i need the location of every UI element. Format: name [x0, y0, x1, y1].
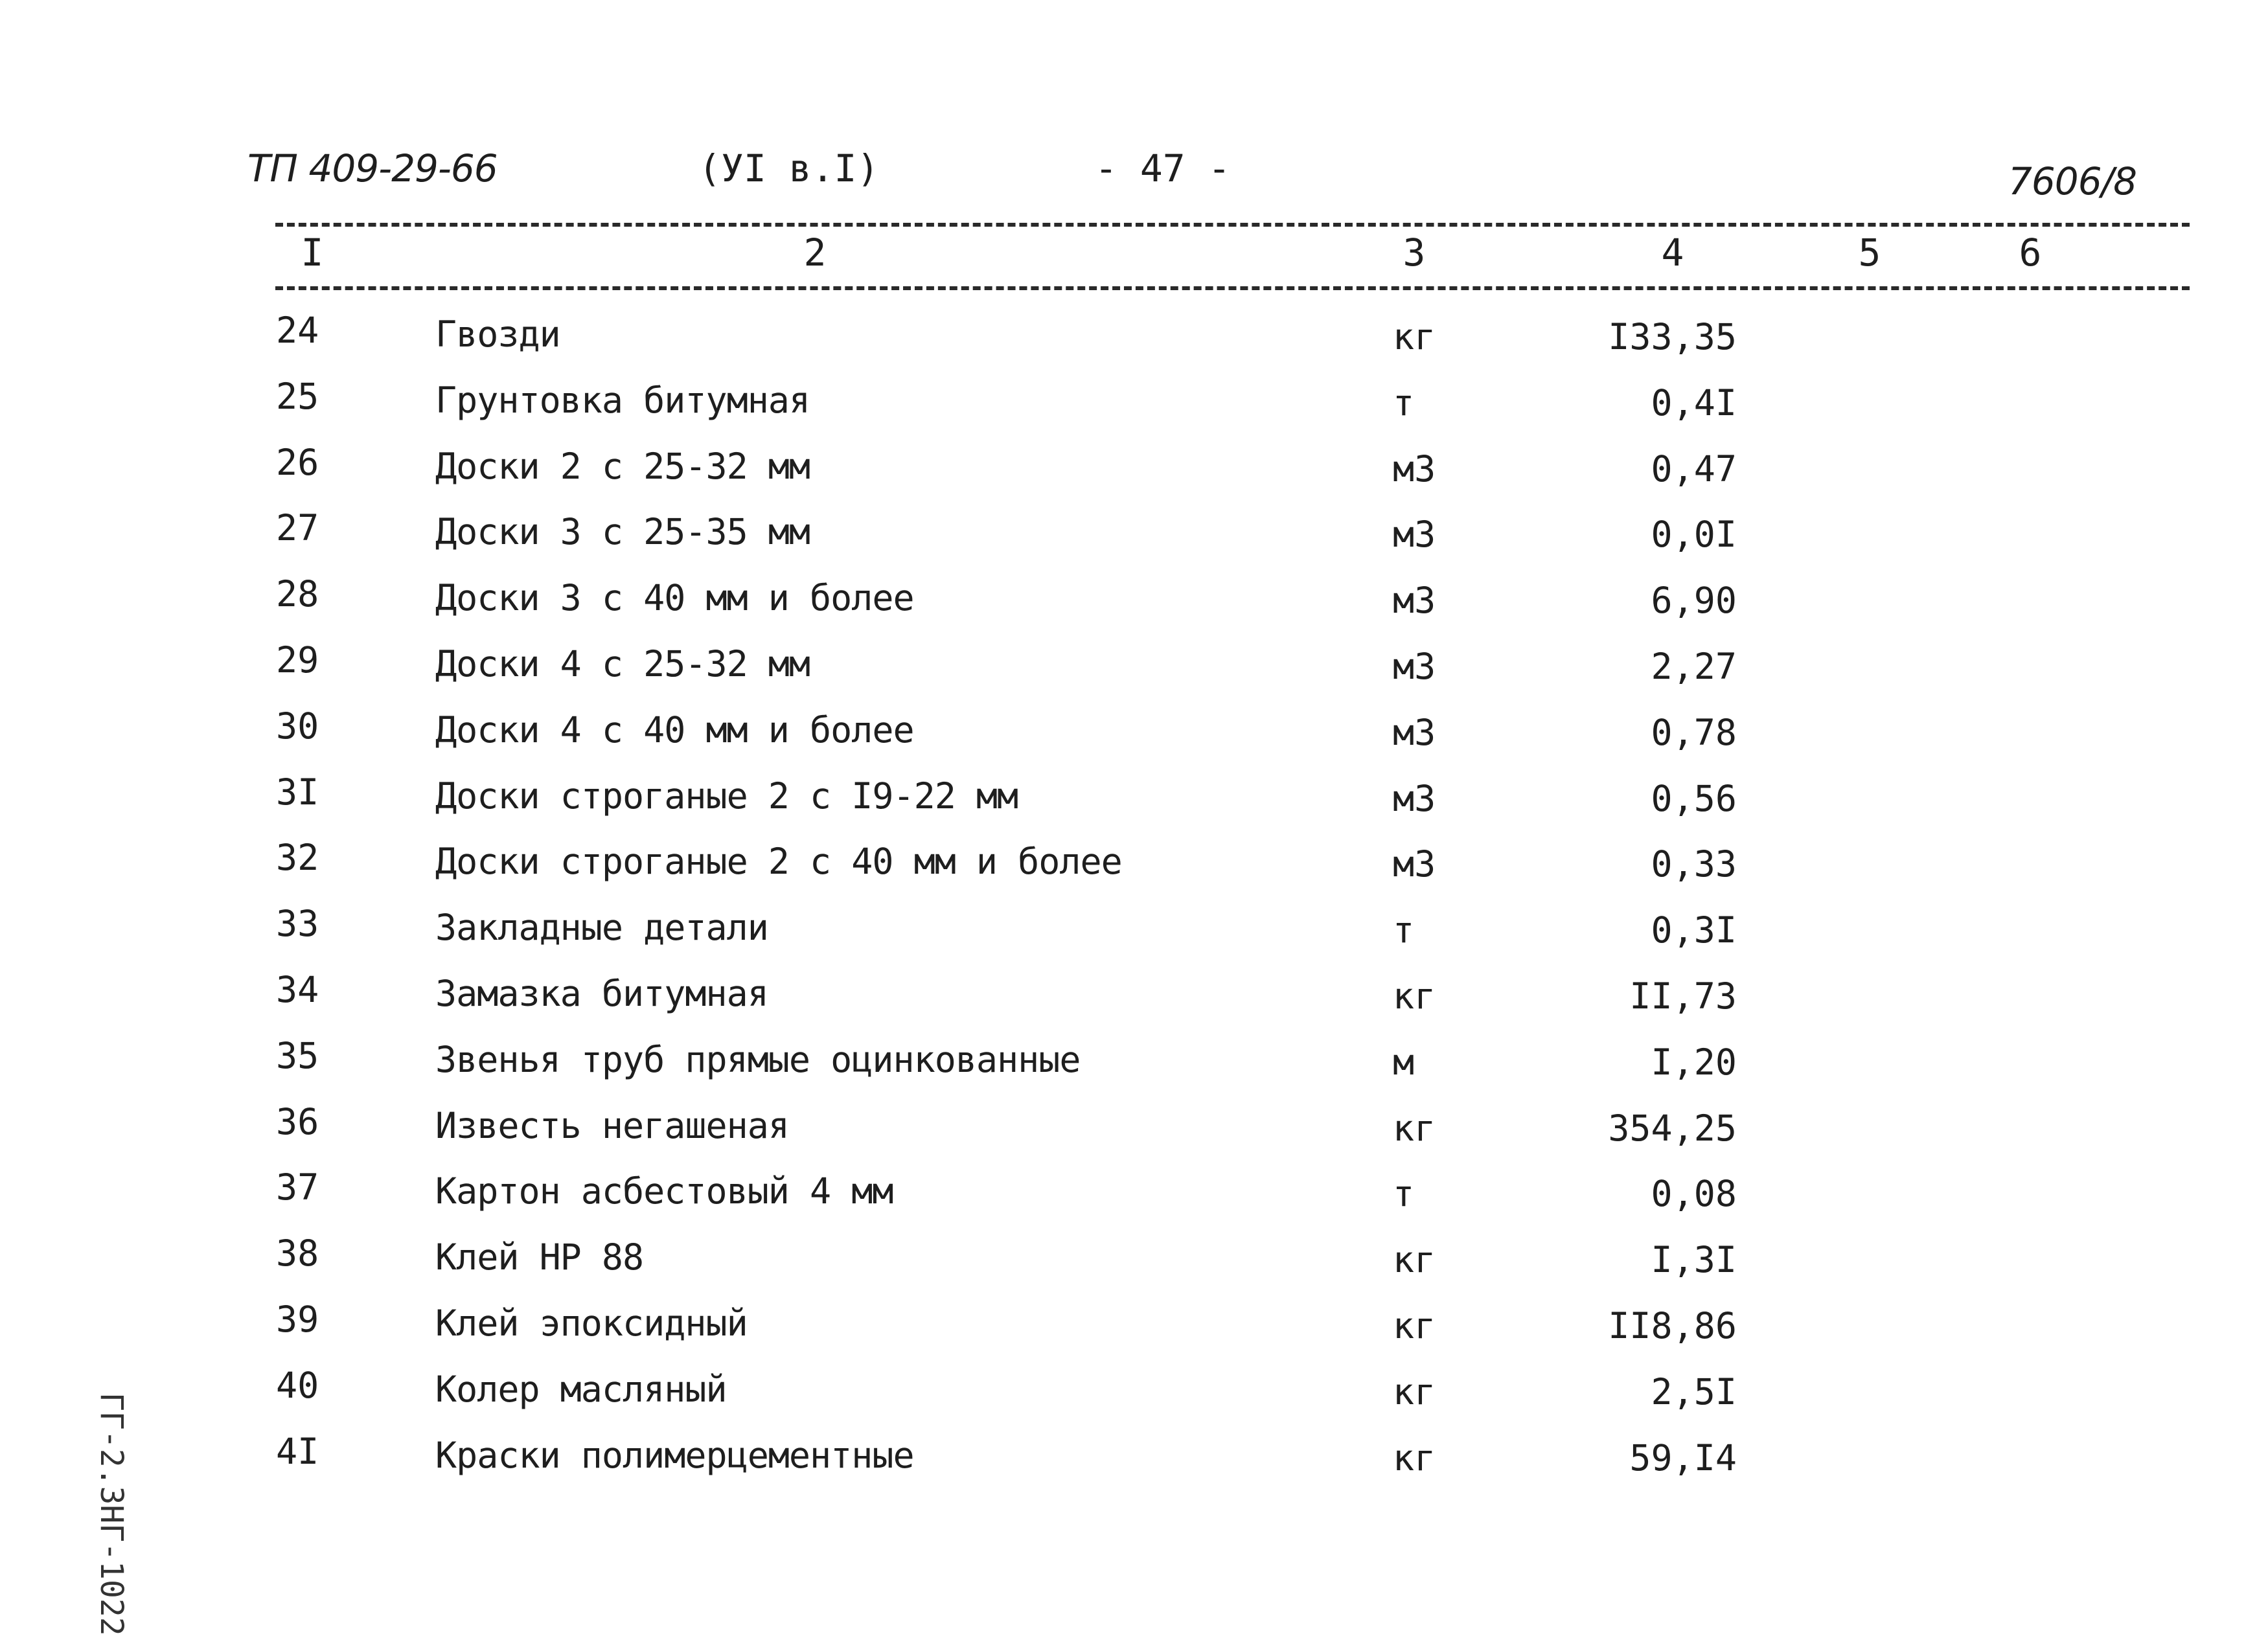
- row-number: 30: [276, 705, 319, 747]
- table-row: [0, 771, 2268, 830]
- material-name: Клей эпоксидный: [435, 1302, 748, 1344]
- material-name: Доски 3 с 40 мм и более: [435, 577, 914, 619]
- quantity: 2,5I: [1651, 1371, 1737, 1413]
- material-name: Картон асбестовый 4 мм: [435, 1170, 893, 1212]
- material-name: Закладные детали: [435, 907, 768, 948]
- quantity: II,73: [1629, 975, 1737, 1017]
- unit-of-measure: кг: [1393, 1108, 1436, 1149]
- row-number: 29: [276, 639, 319, 681]
- row-number: 37: [276, 1166, 319, 1208]
- unit-of-measure: м3: [1393, 843, 1436, 885]
- document-code: ТП 409-29-66: [247, 146, 498, 190]
- table-row: [0, 1101, 2268, 1159]
- quantity: II8,86: [1608, 1305, 1737, 1346]
- column-header-3: 3: [1403, 231, 1426, 275]
- quantity: 6,90: [1651, 580, 1737, 621]
- row-number: 28: [276, 573, 319, 615]
- sheet-reference: (УI в.I): [698, 146, 880, 190]
- material-name: Колер масляный: [435, 1369, 727, 1410]
- column-header-2: 2: [803, 231, 827, 275]
- column-header-4: 4: [1661, 231, 1684, 275]
- table-row: [0, 1431, 2268, 1489]
- quantity: 0,47: [1651, 448, 1737, 490]
- table-row: [0, 310, 2268, 368]
- unit-of-measure: кг: [1393, 1437, 1436, 1479]
- table-row: [0, 1035, 2268, 1093]
- table-row: [0, 376, 2268, 434]
- quantity: 0,4I: [1651, 382, 1737, 424]
- quantity: 0,3I: [1651, 909, 1737, 951]
- unit-of-measure: м3: [1393, 580, 1436, 621]
- table-row: [0, 705, 2268, 764]
- row-number: 3I: [276, 771, 319, 813]
- table-row: [0, 1365, 2268, 1423]
- table-row: [0, 1299, 2268, 1357]
- quantity: 0,0I: [1651, 514, 1737, 555]
- row-number: 36: [276, 1101, 319, 1142]
- unit-of-measure: м3: [1393, 778, 1436, 819]
- quantity: 59,I4: [1629, 1437, 1737, 1479]
- row-number: 27: [276, 507, 319, 549]
- quantity: 0,56: [1651, 778, 1737, 819]
- row-number: 34: [276, 969, 319, 1010]
- material-name: Известь негашеная: [435, 1105, 789, 1146]
- row-number: 32: [276, 837, 319, 878]
- column-header-5: 5: [1858, 231, 1881, 275]
- column-header-6: 6: [2019, 231, 2042, 275]
- material-name: Доски 2 с 25-32 мм: [435, 446, 810, 487]
- quantity: 0,33: [1651, 843, 1737, 885]
- page-number: - 47 -: [1095, 146, 1231, 190]
- column-header-1: I: [301, 231, 324, 275]
- unit-of-measure: т: [1393, 1173, 1415, 1214]
- row-number: 40: [276, 1365, 319, 1406]
- quantity: 0,08: [1651, 1173, 1737, 1214]
- unit-of-measure: м: [1393, 1041, 1415, 1083]
- row-number: 39: [276, 1299, 319, 1340]
- table-row: [0, 1233, 2268, 1291]
- row-number: 25: [276, 376, 319, 417]
- quantity: 354,25: [1608, 1108, 1737, 1149]
- row-number: 33: [276, 903, 319, 944]
- row-number: 24: [276, 310, 319, 351]
- table-row: [0, 573, 2268, 631]
- table-header-rule: [275, 286, 2190, 290]
- material-name: Грунтовка битумная: [435, 380, 810, 421]
- material-name: Гвозди: [435, 313, 560, 355]
- material-name: Замазка битумная: [435, 973, 768, 1014]
- unit-of-measure: м3: [1393, 514, 1436, 555]
- material-name: Клей НР 88: [435, 1236, 644, 1278]
- quantity: I33,35: [1608, 316, 1737, 358]
- row-number: 35: [276, 1035, 319, 1076]
- material-name: Доски строганые 2 с 40 мм и более: [435, 841, 1122, 882]
- table-row: [0, 903, 2268, 961]
- material-name: Доски строганые 2 с I9-22 мм: [435, 775, 1018, 817]
- material-name: Звенья труб прямые оцинкованные: [435, 1039, 1081, 1080]
- table-row: [0, 1166, 2268, 1225]
- unit-of-measure: м3: [1393, 448, 1436, 490]
- unit-of-measure: кг: [1393, 1371, 1436, 1413]
- unit-of-measure: т: [1393, 382, 1415, 424]
- unit-of-measure: м3: [1393, 646, 1436, 687]
- quantity: I,20: [1651, 1041, 1737, 1083]
- unit-of-measure: кг: [1393, 1305, 1436, 1346]
- material-name: Доски 3 с 25-35 мм: [435, 511, 810, 552]
- table-row: [0, 507, 2268, 565]
- document-number: 7606/8: [2008, 159, 2137, 203]
- table-row: [0, 639, 2268, 698]
- row-number: 4I: [276, 1431, 319, 1472]
- unit-of-measure: кг: [1393, 975, 1436, 1017]
- unit-of-measure: т: [1393, 909, 1415, 951]
- unit-of-measure: кг: [1393, 316, 1436, 358]
- table-row: [0, 969, 2268, 1027]
- side-stamp: ГГ-2.ЗНГ-1022: [93, 1392, 130, 1636]
- unit-of-measure: м3: [1393, 712, 1436, 753]
- table-row: [0, 442, 2268, 500]
- unit-of-measure: кг: [1393, 1239, 1436, 1280]
- quantity: 2,27: [1651, 646, 1737, 687]
- table-top-rule: [275, 223, 2190, 227]
- material-name: Доски 4 с 25-32 мм: [435, 643, 810, 685]
- quantity: 0,78: [1651, 712, 1737, 753]
- material-name: Доски 4 с 40 мм и более: [435, 709, 914, 751]
- row-number: 38: [276, 1233, 319, 1274]
- row-number: 26: [276, 442, 319, 483]
- material-name: Краски полимерцементные: [435, 1435, 914, 1476]
- table-row: [0, 837, 2268, 895]
- quantity: I,3I: [1651, 1239, 1737, 1280]
